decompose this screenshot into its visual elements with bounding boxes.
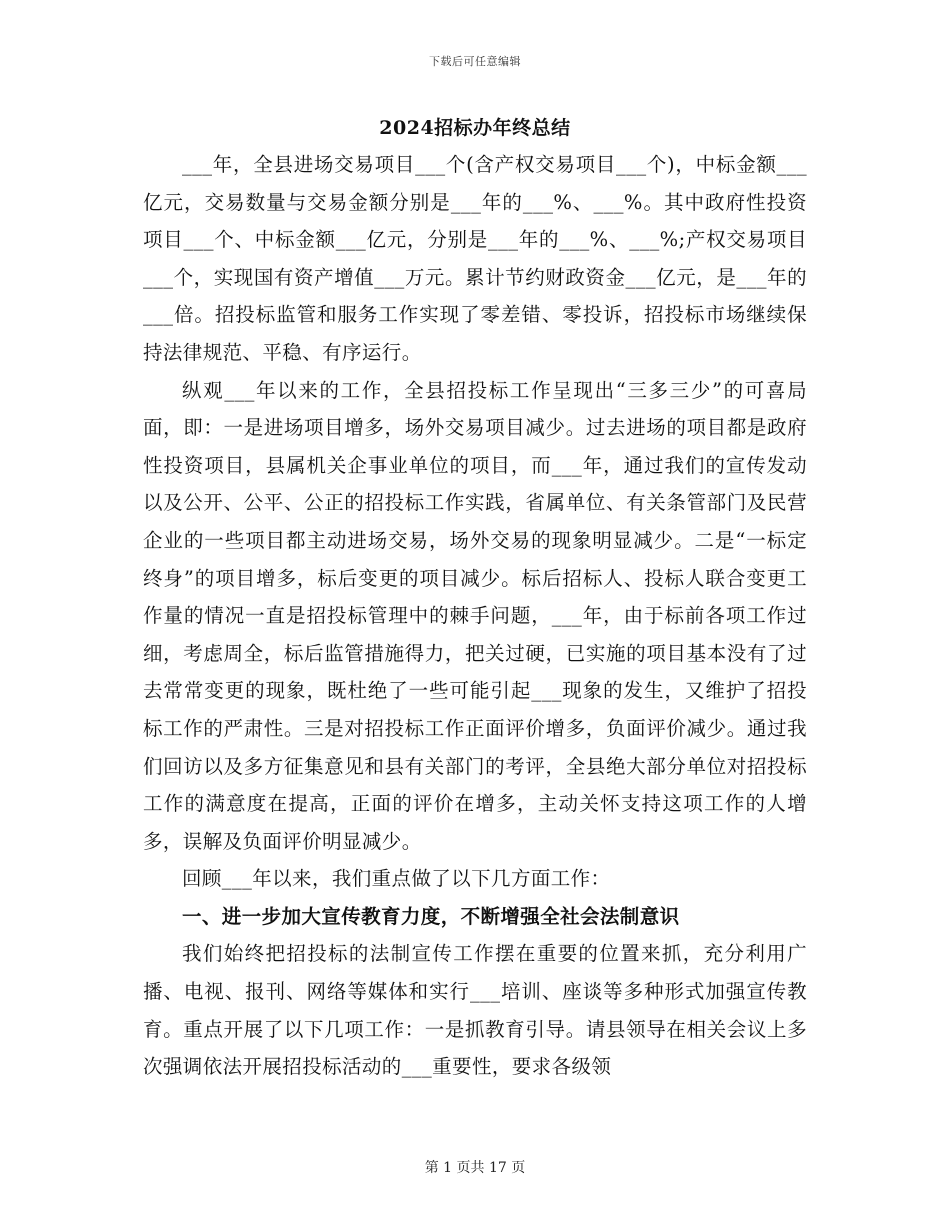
- document-title: 2024招标办年终总结: [379, 117, 571, 139]
- paragraph-review-intro: 回顾___年以来，我们重点做了以下几方面工作：: [182, 867, 611, 891]
- paragraph-summary: ___年，全县进场交易项目___个(含产权交易项目___个)，中标金额___亿元，交易数量与交易金额分别是___年的___%、___%。其中政府性投资项目___个、中标金额___亿元，分别是___年的___%、___%;产权交易项目___个，实现国有资产增值___万元。累计节约财政资金___亿元，是___年的___倍。招投标监管和服务工作实现了零差错、零投诉，招投标市场继续保持法律规范、平稳、有序运行。: [143, 153, 807, 364]
- section-heading-1: 一、进一步加大宣传教育力度，不断增强全社会法制意识: [182, 904, 680, 928]
- paragraph-section-1: 我们始终把招投标的法制宣传工作摆在重要的位置来抓，充分利用广播、电视、报刊、网络等媒体和实行___培训、座谈等多种形式加强宣传教育。重点开展了以下几项工作：一是抓教育引导。请县领导在相关会议上多次强调依法开展招投标活动的___重要性，要求各级领: [143, 942, 807, 1079]
- page-header-note: 下载后可任意编辑: [429, 55, 521, 68]
- page-number-footer: 第 1 页共 17 页: [424, 1160, 526, 1176]
- paragraph-overview: 纵观___年以来的工作，全县招投标工作呈现出“三多三少”的可喜局面，即：一是进场项目增多，场外交易项目减少。过去进场的项目都是政府性投资项目，县属机关企事业单位的项目，而___年，通过我们的宣传发动以及公开、公平、公正的招投标工作实践，省属单位、有关条管部门及民营企业的一些项目都主动进场交易，场外交易的现象明显减少。二是“一标定终身”的项目增多，标后变更的项目减少。标后招标人、投标人联合变更工作量的情况一直是招投标管理中的棘手问题，___年，由于标前各项工作过细，考虑周全，标后监管措施得力，把关过硬，已实施的项目基本没有了过去常常变更的现象，既杜绝了一些可能引起___现象的发生，又维护了招投标工作的严肃性。三是对招投标工作正面评价增多，负面评价减少。通过我们回访以及多方征集意见和县有关部门的考评，全县绝大部分单位对招投标工作的满意度在提高，正面的评价在增多，主动关怀支持这项工作的人增多，误解及负面评价明显减少。: [143, 378, 807, 853]
- document-body: [143, 146, 807, 1086]
